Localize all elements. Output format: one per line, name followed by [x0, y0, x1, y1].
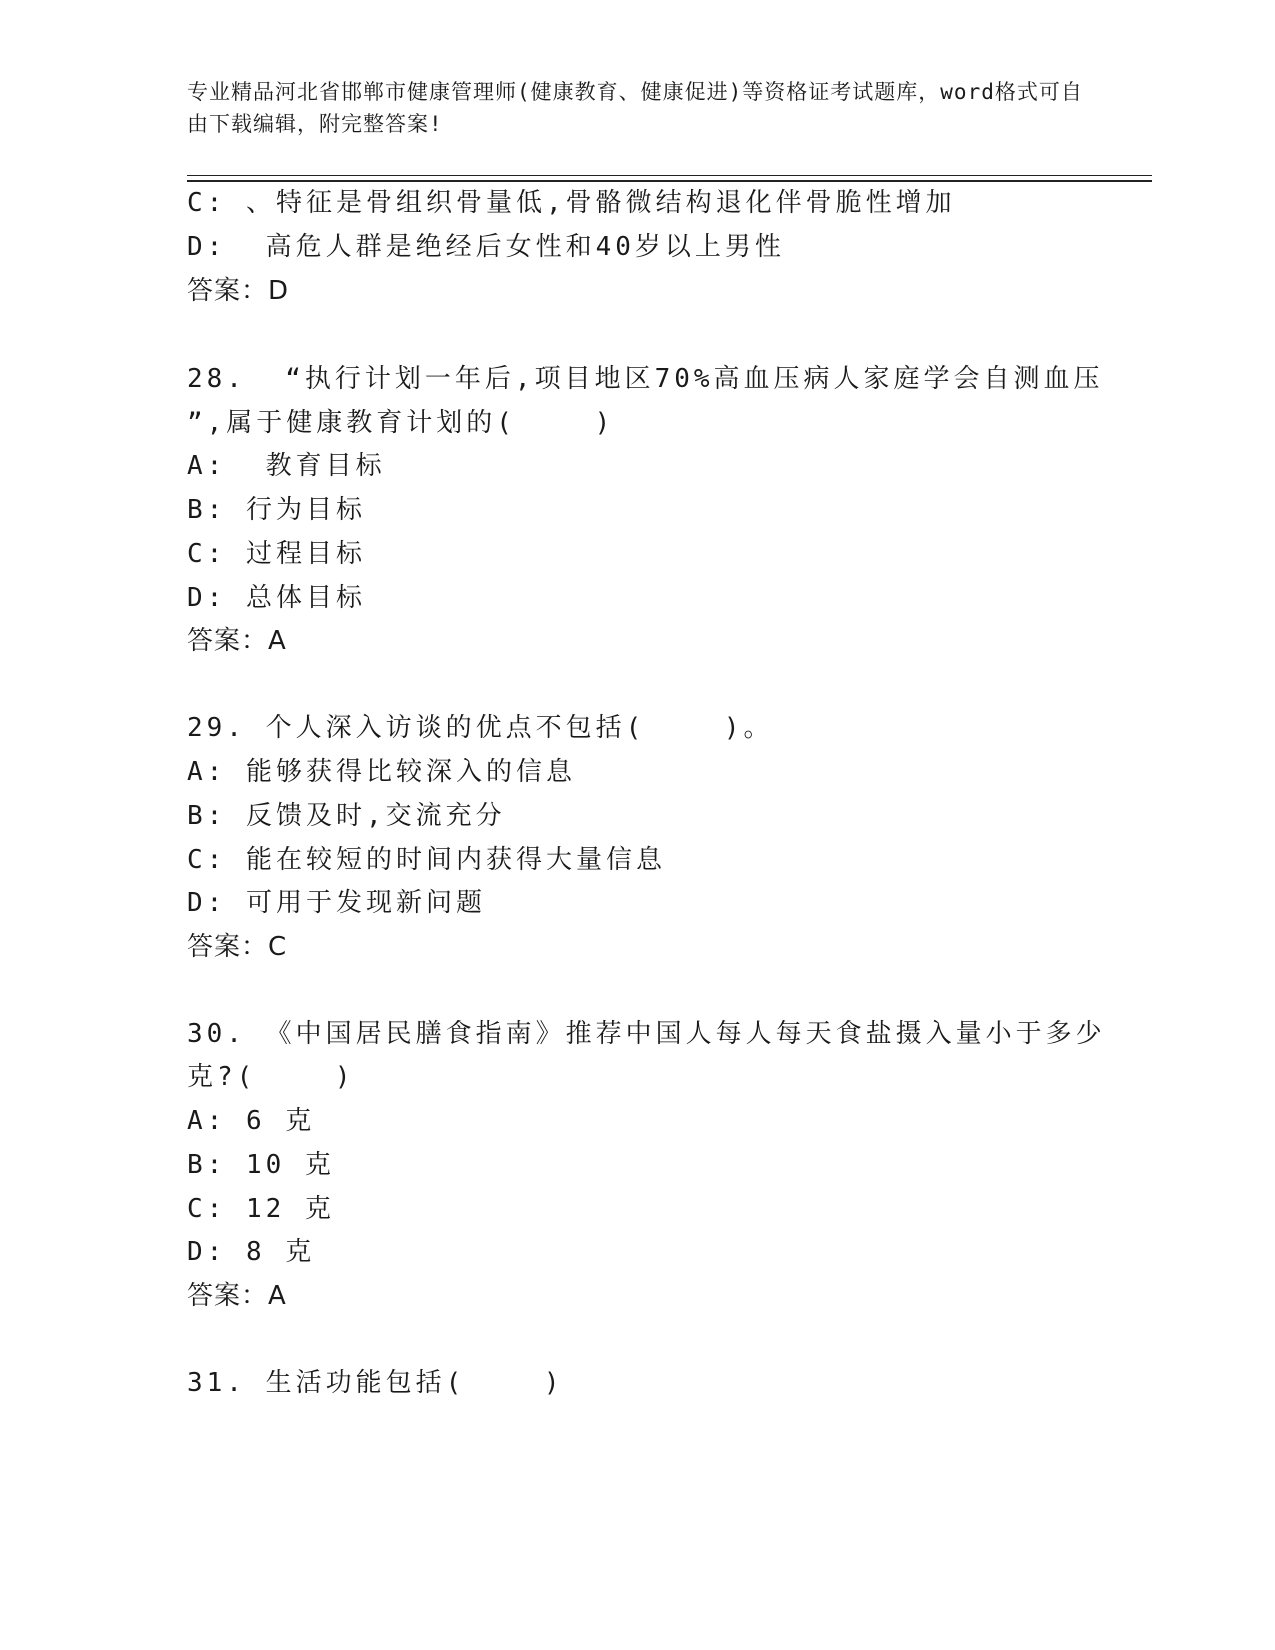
q30-option-a: A: 6 克 — [187, 1106, 316, 1136]
header-divider-thin — [187, 175, 1152, 176]
q30-option-c: C: 12 克 — [187, 1194, 335, 1224]
q28-stem-line1: 28. “执行计划一年后,项目地区70%高血压病人家庭学会自测血压 — [187, 364, 1104, 394]
q28-answer: 答案：A — [187, 626, 287, 656]
q28-option-b: B: 行为目标 — [187, 495, 366, 525]
q28-option-a: A: 教育目标 — [187, 451, 386, 481]
q30-option-d: D: 8 克 — [187, 1237, 316, 1267]
q29-answer: 答案：C — [187, 932, 288, 962]
q27-option-c: C: 、特征是骨组织骨量低,骨骼微结构退化伴骨脆性增加 — [187, 188, 956, 218]
q29-stem: 29. 个人深入访谈的优点不包括( )。 — [187, 713, 774, 743]
q29-option-d: D: 可用于发现新问题 — [187, 888, 486, 918]
q28-stem-line2: ”,属于健康教育计划的( ) — [187, 408, 615, 438]
q29-option-a: A: 能够获得比较深入的信息 — [187, 757, 576, 787]
q30-option-b: B: 10 克 — [187, 1150, 335, 1180]
q29-option-b: B: 反馈及时,交流充分 — [187, 801, 506, 831]
q31-stem: 31. 生活功能包括( ) — [187, 1368, 564, 1398]
q29-option-c: C: 能在较短的时间内获得大量信息 — [187, 845, 666, 875]
q27-answer: 答案：D — [187, 276, 290, 306]
document-header: 专业精品河北省邯郸市健康管理师(健康教育、健康促进)等资格证考试题库，word格式可自由下载编辑，附完整答案! — [187, 80, 1083, 136]
q30-stem-line2: 克?( ) — [187, 1062, 355, 1092]
header-divider-thick — [187, 180, 1152, 182]
q28-option-c: C: 过程目标 — [187, 539, 366, 569]
q30-stem-line1: 30. 《中国居民膳食指南》推荐中国人每人每天食盐摄入量小于多少 — [187, 1019, 1106, 1049]
q27-option-d: D: 高危人群是绝经后女性和40岁以上男性 — [187, 232, 785, 262]
q28-option-d: D: 总体目标 — [187, 583, 366, 613]
q30-answer: 答案：A — [187, 1281, 287, 1311]
